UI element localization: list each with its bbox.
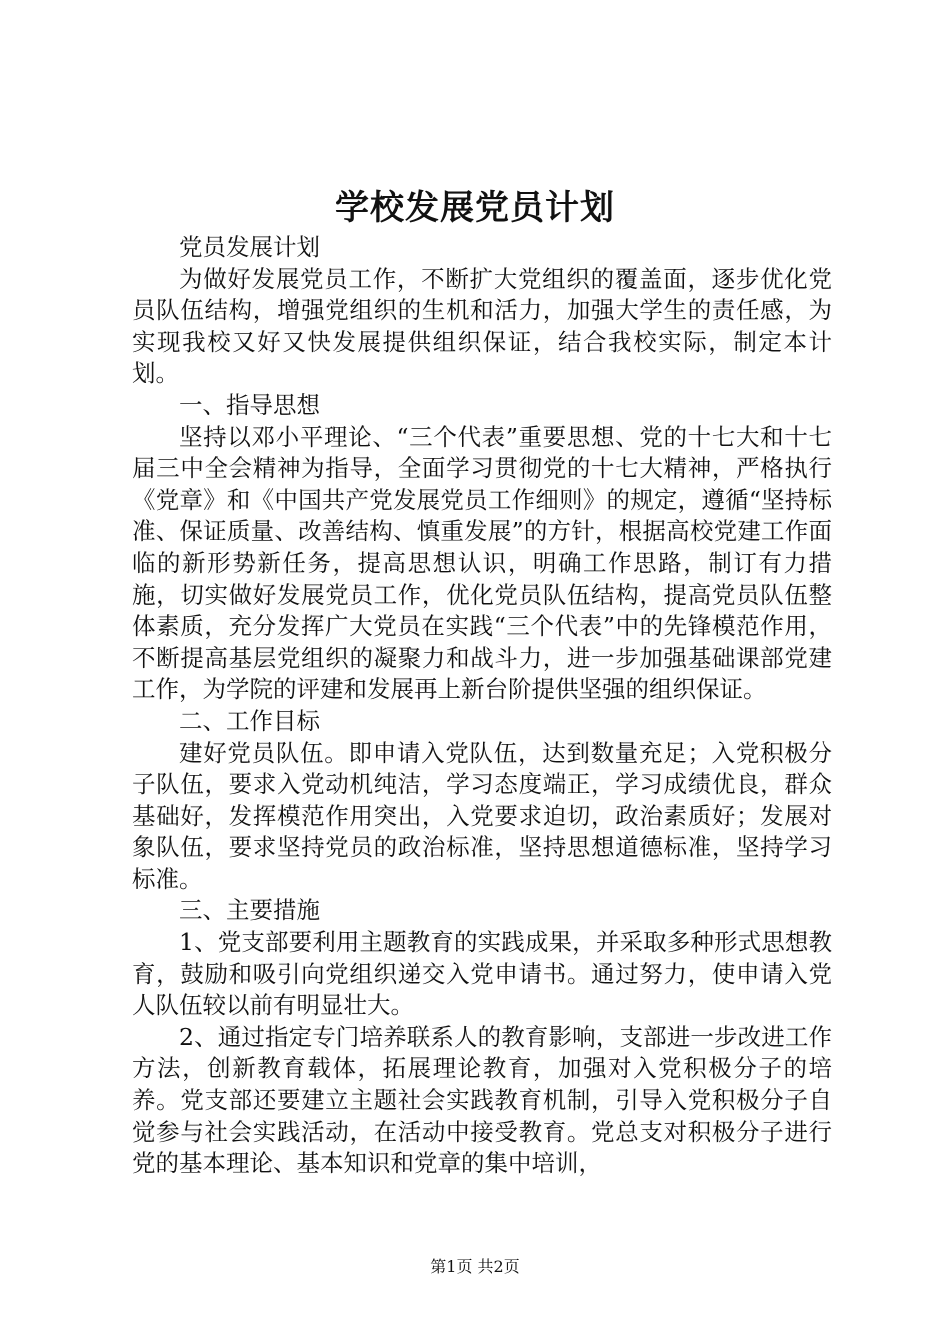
section-heading-guiding-thought: 一、指导思想 bbox=[179, 390, 320, 419]
paragraph-subtitle: 党员发展计划 bbox=[179, 233, 320, 261]
section-heading-main-measures: 三、主要措施 bbox=[179, 896, 320, 925]
page-number-footer: 第1页 共2页 bbox=[430, 1257, 520, 1276]
paragraph-measure-1: 1、党支部要利用主题教育的实践成果，并采取多种形式思想教育，鼓励和吸引向党组织递交入党申请书。通过努力，使申请入党人队伍较以前有明显壮大。 bbox=[132, 928, 832, 1020]
paragraph-guiding-thought: 坚持以邓小平理论、“三个代表”重要思想、党的十七大和十七届三中全会精神为指导，全面学习贯彻党的十七大精神，严格执行《党章》和《中国共产党发展党员工作细则》的规定，遵循“坚持标准、保证质量、改善结构、慎重发展”的方针，根据高校党建工作面临的新形势新任务，提高思想认识，明确工作思路，制订有力措施，切实做好发展党员工作，优化党员队伍结构，提高党员队伍整体素质，充分发挥广大党员在实践“三个代表”中的先锋模范作用，不断提高基层党组织的凝聚力和战斗力，进一步加强基础课部党建工作，为学院的评建和发展再上新台阶提供坚强的组织保证。 bbox=[132, 422, 832, 704]
section-heading-work-goals: 二、工作目标 bbox=[179, 706, 320, 735]
paragraph-work-goals: 建好党员队伍。即申请入党队伍，达到数量充足；入党积极分子队伍，要求入党动机纯洁，学习态度端正，学习成绩优良，群众基础好，发挥模范作用突出，入党要求迫切，政治素质好；发展对象队伍，要求坚持党员的政治标准，坚持思想道德标准，坚持学习标准。 bbox=[132, 738, 832, 893]
document-title: 学校发展党员计划 bbox=[335, 188, 615, 228]
document-body bbox=[132, 232, 832, 1180]
paragraph-intro: 为做好发展党员工作，不断扩大党组织的覆盖面，逐步优化党员队伍结构，增强党组织的生机和活力，加强大学生的责任感，为实现我校又好又快发展提供组织保证，结合我校实际，制定本计划。 bbox=[132, 264, 832, 388]
paragraph-measure-2: 2、通过指定专门培养联系人的教育影响，支部进一步改进工作方法，创新教育载体，拓展理论教育，加强对入党积极分子的培养。党支部还要建立主题社会实践教育机制，引导入党积极分子自觉参与社会实践活动，在活动中接受教育。党总支对积极分子进行党的基本理论、基本知识和党章的集中培训， bbox=[132, 1022, 832, 1178]
